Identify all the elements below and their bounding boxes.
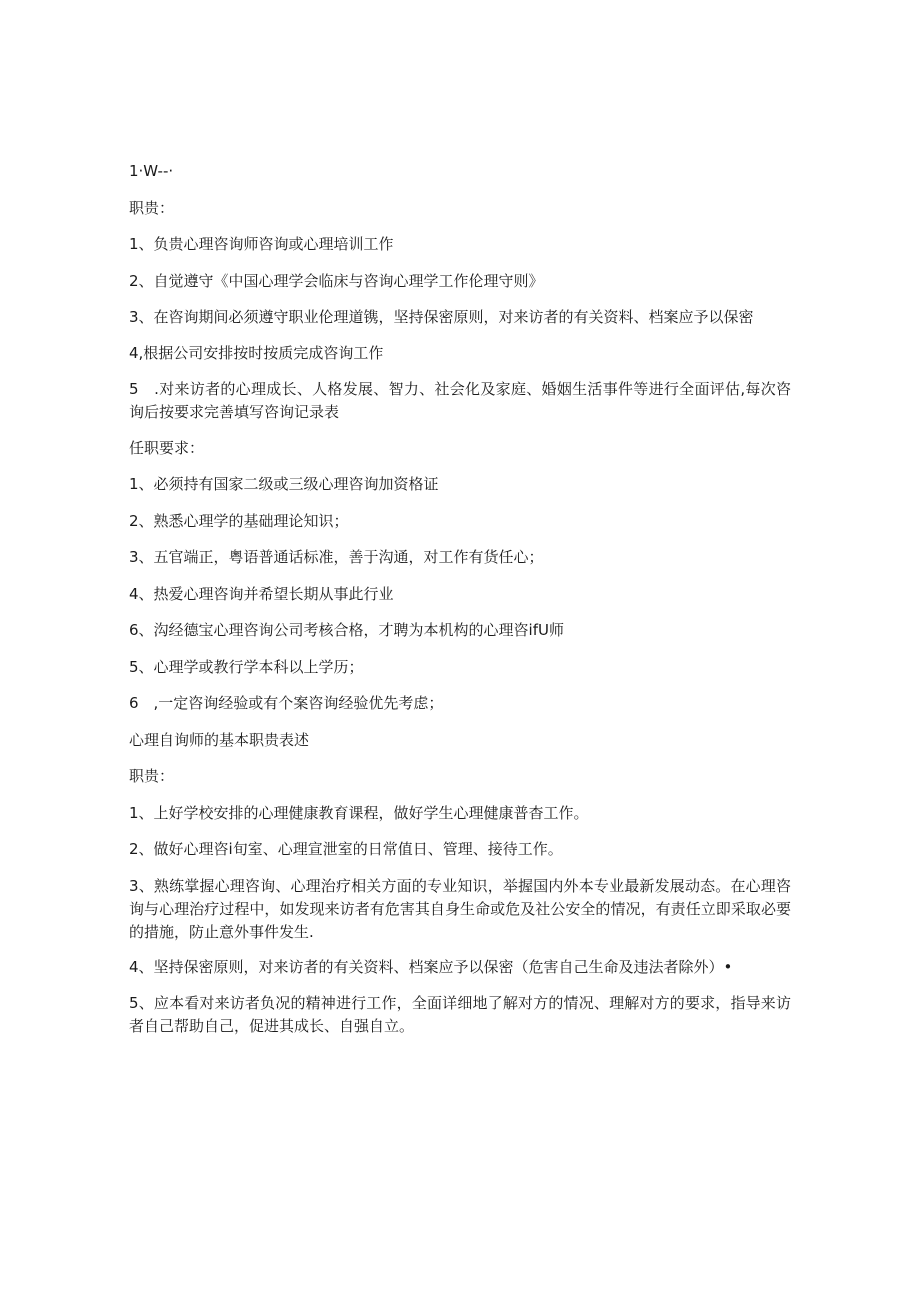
top-marker: 1·W--· bbox=[129, 162, 174, 180]
duty-item: 5 .对来访者的心理成长、人格发展、智力、社会化及家庭、婚姻生活事件等进行全面评估,每次咨询后按要求完善填写咨询记录表 bbox=[129, 380, 791, 421]
duty-item: 2、自觉遵守《中国心理学会临床与咨询心理学工作伦理守则》 bbox=[129, 271, 544, 290]
duty-item: 3、在咨询期间必须遵守职业伦理道镌，坚持保密原则，对来访者的有关资料、档案应予以保密 bbox=[129, 308, 754, 326]
duty-item: 2、做好心理咨i旬室、心理宣泄室的日常值日、管理、接待工作。 bbox=[129, 840, 563, 858]
section2-title: 心理自询师的基本职贵表述 bbox=[129, 730, 310, 749]
duty-item: 3、熟练掌握心理咨询、心理治疗相关方面的专业知识，举握国内外本专业最新发展动态。在心理咨询与心理治疗过程中，如发现来访者有危害其自身生命或危及社公安全的情况，有责任立即采取必要的措施，防止意外事件发生. bbox=[129, 876, 791, 941]
requirement-item: 4、热爱心理咨询并希望长期从事此行业 bbox=[129, 584, 394, 603]
duty-item: 4、坚持保密原则，对来访者的有关资料、档案应予以保密（危害自己生命及违法者除外）• bbox=[129, 958, 733, 976]
document-page bbox=[129, 160, 791, 1050]
requirement-item: 6、沟经德宝心理咨询公司考核合格，才聘为本机构的心理咨ifU师 bbox=[129, 621, 564, 639]
duty-item: 5、应本看对来访者负况的精神进行工作，全面详细地了解对方的情况、理解对方的要求，指导来访者自己帮助自己，促进其成长、自强自立。 bbox=[129, 993, 791, 1035]
duty-item: 1、负贵心理咨询师咨询或心理培训工作 bbox=[129, 235, 394, 253]
duty-item: 1、上好学校安排的心理健康教育课程，做好学生心理健康普杳工作。 bbox=[129, 803, 589, 822]
section2-duties-label: 职贵： bbox=[129, 767, 175, 785]
requirement-item: 3、五官端正，粤语普通话标准，善于沟通，对工作有货任心； bbox=[129, 548, 544, 566]
duty-item: 4,根据公司安排按时按质完成咨询工作 bbox=[129, 343, 384, 362]
requirement-item: 6 ,一定咨询经验或有个案咨询经验优先考虑； bbox=[129, 694, 444, 712]
section1-duties-label: 职贵： bbox=[129, 198, 175, 217]
requirement-item: 1、必须持有国家二级或三级心理咨询加资格证 bbox=[129, 475, 439, 493]
requirement-item: 2、熟悉心理学的基础理论知识； bbox=[129, 511, 349, 530]
requirement-item: 5、心理学或教行学本科以上学历； bbox=[129, 657, 364, 676]
requirements-label: 任职要求： bbox=[129, 438, 205, 457]
